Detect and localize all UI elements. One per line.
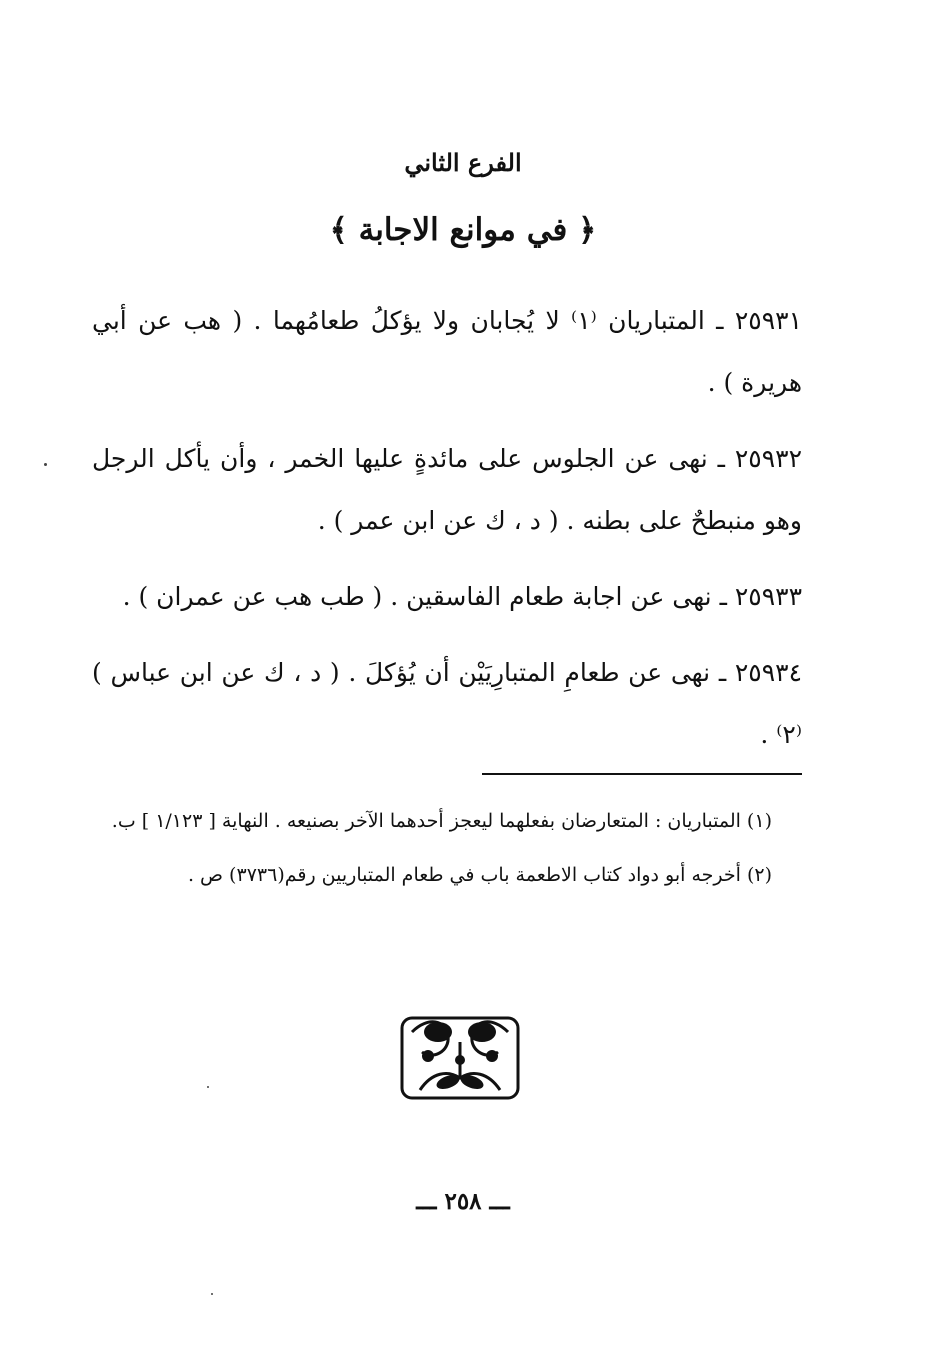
scan-speck [211, 1293, 213, 1295]
footnote: (١) المتباريان : المتعارضان بفعلهما ليعجز أحدهما الآخر بصنيعه . النهاية [ ١/١٢٣ ] ب. [111, 810, 772, 832]
section-title: ﴿ في موانع الاجابة ﴾ [329, 212, 597, 248]
hadith-entry: ٢٥٩٣٢ ـ نهى عن الجلوس على مائدةٍ عليها الخمر ، وأن يأكل الرجل وهو منبطحٌ على بطنه . ( د ، ك عن ابن عمر ) . [92, 444, 802, 535]
footnote: (٢) أخرجه أبو دواد كتاب الاطعمة باب في طعام المتباريين رقم(٣٧٣٦) ص . [187, 864, 772, 886]
footnote-divider [482, 773, 802, 775]
scan-speck [44, 463, 47, 466]
hadith-entry: ٢٥٩٣٤ ـ نهى عن طعامِ المتبارِيَيْن أن يُؤكلَ . ( د ، ك عن ابن عباس ) ⁽٢⁾ . [92, 658, 802, 749]
hadith-entries [92, 290, 802, 780]
section-subtitle: الفرع الثاني [404, 148, 522, 177]
hadith-entry: ٢٥٩٣١ ـ المتباريان ⁽١⁾ لا يُجابان ولا يؤكلُ طعامُهما . ( هب عن أبي هريرة ) . [92, 306, 802, 397]
page-number: ـــ ٢٥٨ ـــ [416, 1188, 510, 1215]
floral-ornament-icon [398, 1012, 522, 1104]
hadith-entry: ٢٥٩٣٣ ـ نهى عن اجابة طعام الفاسقين . ( طب هب عن عمران ) . [122, 582, 802, 611]
scan-speck [207, 1086, 209, 1088]
footnotes [88, 798, 772, 906]
